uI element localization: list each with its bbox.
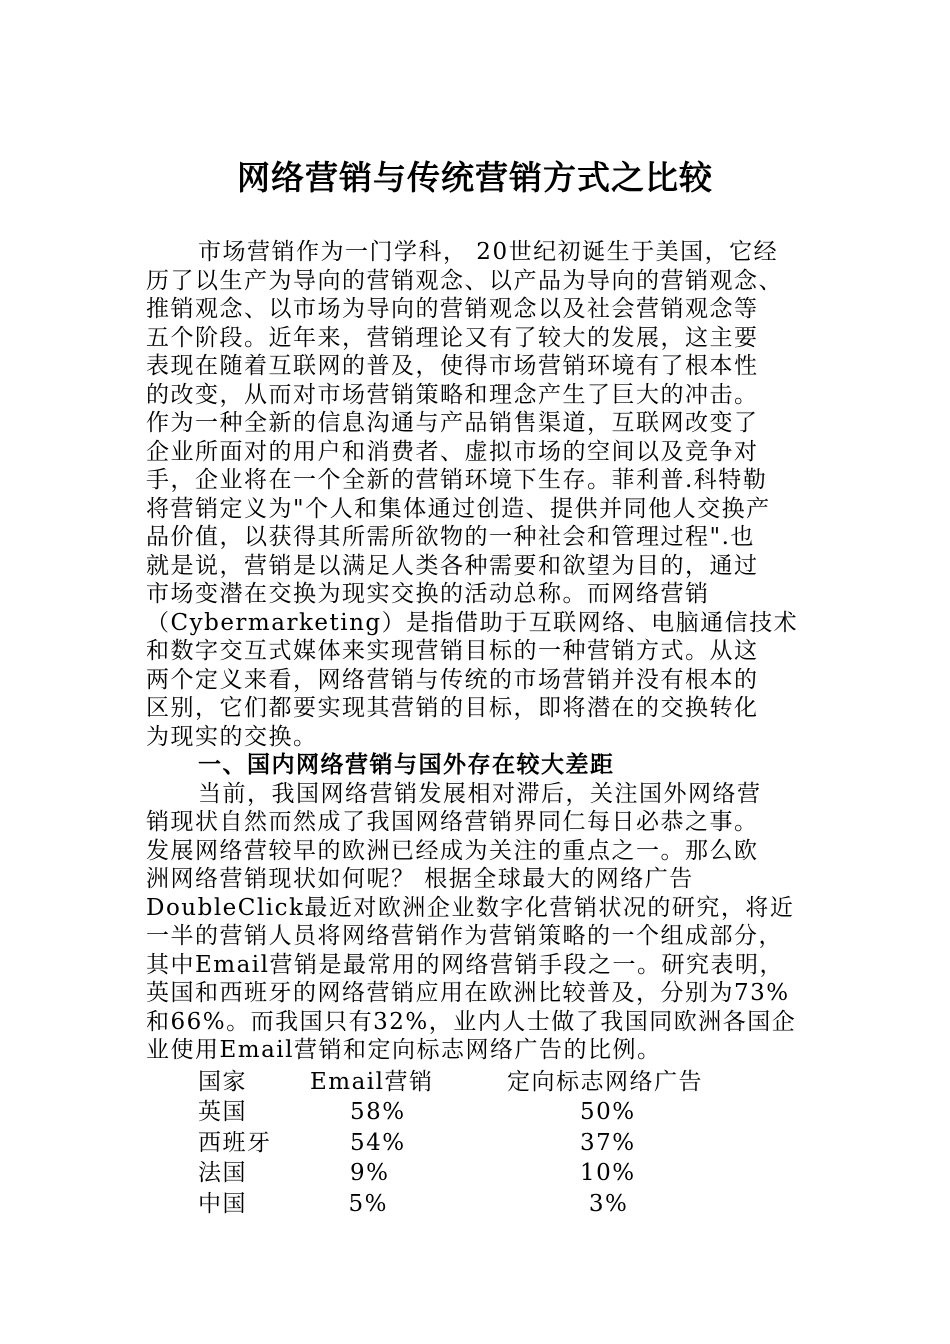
text-line: 洲网络营销现状如何呢？ 根据全球最大的网络广告 bbox=[146, 866, 694, 892]
table-row bbox=[146, 1158, 806, 1189]
section-heading: 一、国内网络营销与国外存在较大差距 bbox=[198, 752, 615, 778]
text-line: 一半的营销人员将网络营销作为营销策略的一个组成部分， bbox=[146, 923, 783, 949]
table-cell: 9% bbox=[350, 1160, 390, 1186]
document-title: 网络营销与传统营销方式之比较 bbox=[237, 158, 713, 197]
table-cell: 西班牙 bbox=[198, 1129, 272, 1156]
text-line: 其中Email营销是最常用的网络营销手段之一。研究表明， bbox=[146, 951, 785, 978]
text-line: 作为一种全新的信息沟通与产品销售渠道，互联网改变了 bbox=[146, 410, 759, 436]
header-email: Email营销 bbox=[310, 1068, 434, 1095]
text-line: DoubleClick最近对欧洲企业数字化营销状况的研究，将近 bbox=[146, 894, 795, 921]
text-line: 区别，它们都要实现其营销的目标，即将潜在的交换转化 bbox=[146, 695, 759, 721]
text-line: 企业所面对的用户和消费者、虚拟市场的空间以及竞争对 bbox=[146, 438, 759, 465]
table-cell: 54% bbox=[350, 1129, 406, 1156]
text-line: 手，企业将在一个全新的营销环境下生存。菲利普.科特勒 bbox=[146, 467, 768, 493]
text-line: 英国和西班牙的网络营销应用在欧洲比较普及，分别为73% bbox=[146, 980, 790, 1006]
table-cell: 中国 bbox=[198, 1190, 247, 1217]
text-line: 发展网络营较早的欧洲已经成为关注的重点之一。那么欧 bbox=[146, 837, 759, 864]
table-cell: 37% bbox=[580, 1129, 636, 1156]
table-cell: 50% bbox=[580, 1099, 636, 1125]
comparison-table bbox=[146, 1067, 806, 1220]
text-line: 当前，我国网络营销发展相对滞后，关注国外网络营 bbox=[198, 780, 762, 807]
text-line: 和数字交互式媒体来实现营销目标的一种营销方式。从这 bbox=[146, 638, 759, 664]
text-line: 推销观念、以市场为导向的营销观念以及社会营销观念等 bbox=[146, 296, 759, 322]
table-cell: 58% bbox=[350, 1099, 406, 1125]
table-cell: 法国 bbox=[198, 1160, 247, 1186]
text-line: 和66%。而我国只有32%，业内人士做了我国同欧洲各国企 bbox=[146, 1008, 797, 1035]
text-line: 表现在随着互联网的普及，使得市场营销环境有了根本性 bbox=[146, 353, 759, 379]
text-line: 销现状自然而然成了我国网络营销界同仁每日必恭之事。 bbox=[146, 809, 759, 835]
text-line: 市场营销作为一门学科， 20世纪初诞生于美国，它经 bbox=[198, 239, 779, 265]
text-line: 历了以生产为导向的营销观念、以产品为导向的营销观念、 bbox=[146, 267, 783, 294]
text-line: 市场变潜在交换为现实交换的活动总称。而网络营销 bbox=[146, 581, 710, 607]
table-cell: 10% bbox=[580, 1160, 636, 1186]
text-line: 将营销定义为"个人和集体通过创造、提供并同他人交换产 bbox=[146, 495, 771, 522]
text-line: 为现实的交换。 bbox=[146, 723, 318, 750]
table-row bbox=[146, 1189, 806, 1220]
table-cell: 3% bbox=[588, 1190, 629, 1217]
text-line: 品价值，以获得其所需所欲物的一种社会和管理过程".也 bbox=[146, 524, 755, 550]
table-cell: 5% bbox=[348, 1190, 389, 1217]
table-cell: 英国 bbox=[198, 1099, 247, 1125]
intro-paragraph bbox=[146, 238, 806, 751]
text-line: 五个阶段。近年来，营销理论又有了较大的发展，这主要 bbox=[146, 324, 759, 351]
text-line: 就是说，营销是以满足人类各种需要和欲望为目的，通过 bbox=[146, 552, 759, 579]
text-line: 两个定义来看，网络营销与传统的市场营销并没有根本的 bbox=[146, 666, 759, 693]
text-line: 的改变，从而对市场营销策略和理念产生了巨大的冲击。 bbox=[146, 381, 759, 408]
text-line: 业使用Email营销和定向标志网络广告的比例。 bbox=[146, 1037, 662, 1063]
text-line: （Cybermarketing）是指借助于互联网络、电脑通信技术 bbox=[146, 609, 799, 636]
header-country: 国家 bbox=[198, 1068, 247, 1095]
document-body bbox=[146, 238, 806, 1219]
table-row bbox=[146, 1097, 806, 1128]
table-header-row bbox=[146, 1067, 806, 1098]
section-paragraph bbox=[146, 780, 806, 1065]
table-row bbox=[146, 1128, 806, 1159]
header-targeted-ads: 定向标志网络广告 bbox=[507, 1068, 703, 1095]
